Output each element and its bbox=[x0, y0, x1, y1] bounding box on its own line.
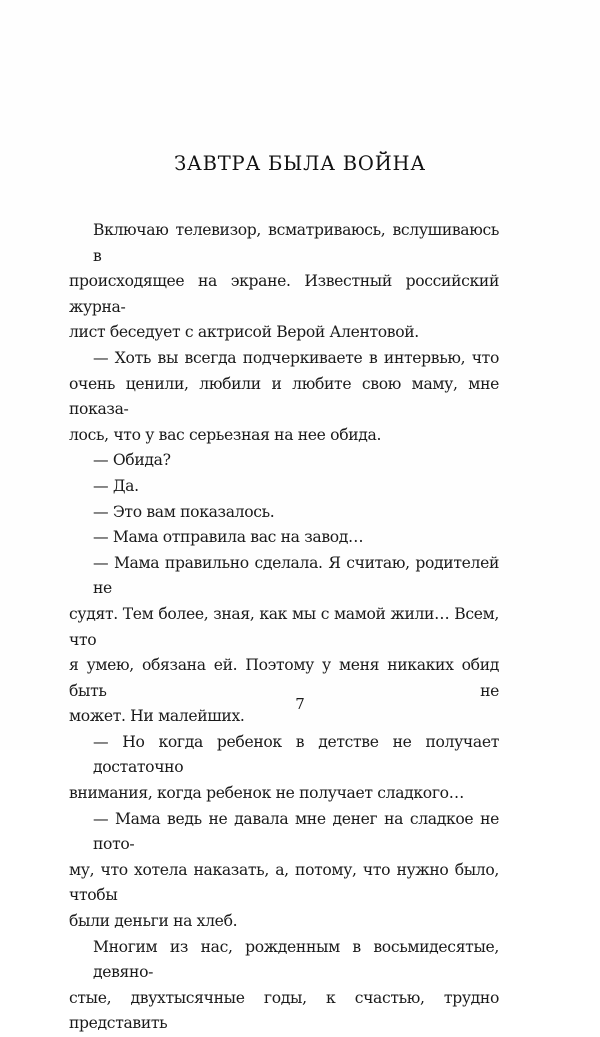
body-text bbox=[69, 218, 499, 1037]
text-line: — Мама отправила вас на завод… bbox=[93, 528, 364, 547]
page-number: 7 bbox=[295, 695, 305, 713]
text-line: лист беседует с актрисой Верой Алентовой. bbox=[69, 323, 419, 342]
text-line: судят. Тем более, зная, как мы с мамой жили… Всем, что bbox=[69, 604, 499, 649]
text-line: — Это вам показалось. bbox=[93, 502, 275, 521]
chapter-title: ЗАВТРА БЫЛА ВОЙНА bbox=[174, 152, 426, 175]
text-line: — Мама ведь не давала мне денег на сладкое не пото- bbox=[93, 809, 499, 854]
text-line: стые, двухтысячные годы, к счастью, трудно представить bbox=[69, 988, 499, 1033]
text-line: лось, что у вас серьезная на нее обида. bbox=[69, 425, 382, 444]
text-line: — Да. bbox=[93, 476, 139, 495]
text-line: внимания, когда ребенок не получает сладкого… bbox=[69, 784, 464, 803]
text-line: — Но когда ребенок в детстве не получает достаточно bbox=[93, 732, 499, 777]
text-line: — Хоть вы всегда подчеркиваете в интервью, что bbox=[93, 348, 499, 367]
text-line: Включаю телевизор, всматриваюсь, вслушиваюсь в bbox=[93, 221, 499, 265]
text-line: происходящее на экране. Известный российский журна- bbox=[69, 272, 499, 316]
text-line: были деньги на хлеб. bbox=[69, 912, 238, 931]
text-line: му, что хотела наказать, а, потому, что нужно было, чтобы bbox=[69, 860, 499, 905]
text-line: очень ценили, любили и любите свою маму, мне показа- bbox=[69, 374, 499, 419]
text-line: я умею, обязана ей. Поэтому у меня никаких обид быть не bbox=[69, 656, 499, 700]
text-line: — Обида? bbox=[93, 451, 171, 470]
text-line: — Мама правильно сделала. Я считаю, родителей не bbox=[93, 553, 499, 598]
text-line: Многим из нас, рожденным в восьмидесятые, девяно- bbox=[93, 937, 499, 982]
text-line: может. Ни малейших. bbox=[69, 707, 245, 726]
